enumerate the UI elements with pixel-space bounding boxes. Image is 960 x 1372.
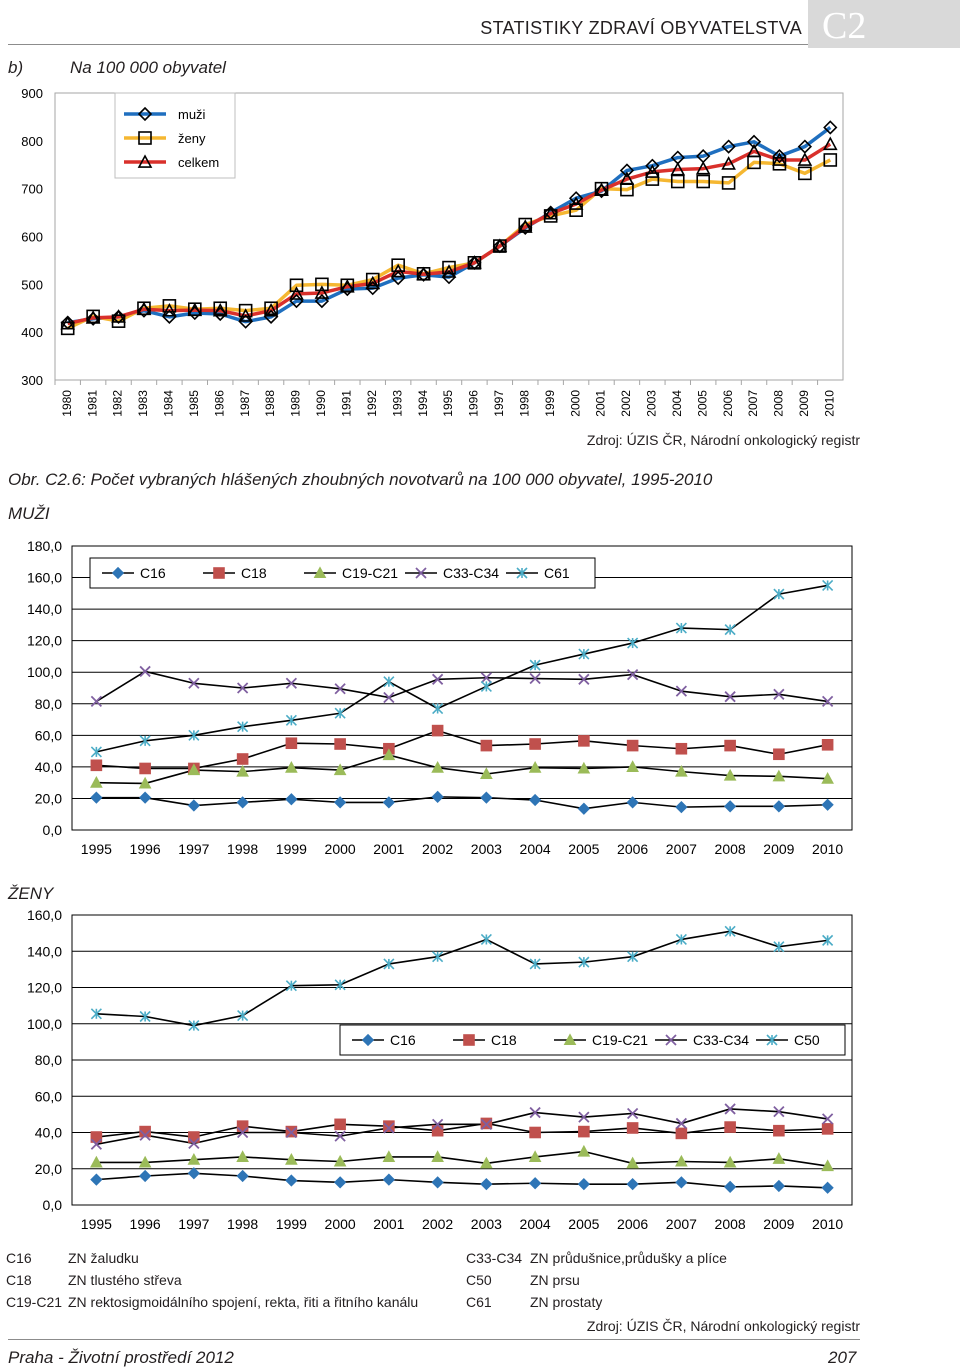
legend-label: C50 (794, 1032, 820, 1048)
x-tick-label: 2004 (519, 1216, 551, 1232)
x-tick-label: 2006 (617, 1216, 649, 1232)
series-line-C18 (96, 1123, 827, 1137)
data-point-C16 (238, 1171, 248, 1181)
x-tick-label: 1995 (80, 1216, 112, 1232)
series-line-C19-C21 (96, 755, 827, 783)
x-tick-label: 1998 (227, 841, 259, 857)
data-point-C18 (823, 740, 833, 750)
data-point-C16 (530, 795, 540, 805)
x-tick-label: 1995 (441, 390, 456, 417)
legend-label: C18 (241, 565, 267, 581)
x-tick-label: 2001 (373, 841, 405, 857)
x-tick-label: 1982 (110, 390, 125, 417)
x-tick-label: 1999 (275, 1216, 307, 1232)
data-point-C18 (823, 1124, 833, 1134)
x-tick-label: 1997 (178, 1216, 210, 1232)
footer-rule (8, 1339, 860, 1340)
header-rule (8, 44, 808, 45)
x-tick-label: 2009 (797, 390, 812, 417)
x-tick-label: 2006 (720, 390, 735, 417)
series-line-C61 (96, 585, 827, 751)
x-tick-label: 2003 (644, 390, 659, 417)
x-tick-label: 1995 (80, 841, 112, 857)
data-point-C16 (433, 1177, 443, 1187)
data-point-C16 (91, 1175, 101, 1185)
y-tick-label: 140,0 (26, 943, 62, 960)
data-point-C16 (384, 1175, 394, 1185)
legend-label: C19-C21 (592, 1032, 649, 1048)
page-number: 207 (828, 1348, 857, 1367)
series-line-C18 (96, 731, 827, 769)
x-tick-label: 1991 (339, 390, 354, 417)
chart-subtitle: Na 100 000 obyvatel (70, 58, 226, 77)
data-point-C16 (286, 794, 296, 804)
x-tick-label: 2007 (665, 841, 697, 857)
data-point-C16 (335, 1177, 345, 1187)
x-tick-label: 2005 (568, 1216, 600, 1232)
data-point-C61 (384, 677, 394, 687)
x-tick-label: 2008 (714, 1216, 746, 1232)
chart-per-100k-1980-2010 (0, 78, 960, 428)
y-tick-label: 180,0 (26, 538, 62, 554)
x-tick-label: 1999 (542, 390, 557, 417)
x-tick-label: 1998 (227, 1216, 259, 1232)
x-tick-label: 2007 (665, 1216, 697, 1232)
data-point-C16 (481, 1179, 491, 1189)
data-point-C18 (676, 744, 686, 754)
code-label: C61 (466, 1294, 492, 1310)
x-tick-label: 2000 (568, 390, 583, 417)
code-row (466, 1272, 896, 1294)
data-point-C18 (433, 726, 443, 736)
data-point-C16 (579, 1179, 589, 1189)
y-tick-label: 80,0 (34, 1052, 62, 1068)
legend-label: ženy (178, 131, 206, 146)
code-desc: ZN prsu (530, 1272, 580, 1288)
data-point-C61 (433, 704, 443, 714)
x-tick-label: 2002 (422, 1216, 454, 1232)
legend-label: C61 (544, 565, 570, 581)
x-tick-label: 1988 (263, 390, 278, 417)
code-row (466, 1250, 896, 1272)
y-tick-label: 0,0 (42, 1197, 62, 1213)
y-tick-label: 100,0 (26, 664, 62, 681)
x-tick-label: 2005 (695, 390, 710, 417)
legend-label: C33-C34 (693, 1032, 750, 1048)
y-tick-label: 600 (21, 229, 43, 245)
legend-label: C33-C34 (443, 565, 500, 581)
data-point-C16 (676, 802, 686, 812)
x-tick-label: 1994 (415, 390, 430, 417)
chart-women (0, 905, 960, 1245)
data-point-C16 (286, 1176, 296, 1186)
y-tick-label: 20,0 (34, 790, 62, 807)
y-tick-label: 100,0 (26, 1015, 62, 1032)
code-desc: ZN rektosigmoidálního spojení, rekta, řiti a řitního kanálu (68, 1294, 419, 1310)
x-tick-label: 2000 (324, 841, 356, 857)
data-point-C18 (238, 754, 248, 764)
data-point-C33-C34 (91, 696, 101, 706)
x-tick-label: 2008 (771, 390, 786, 417)
x-tick-label: 2004 (669, 390, 684, 417)
code-desc: ZN tlustého střeva (68, 1272, 182, 1288)
x-tick-label: 1984 (161, 390, 176, 417)
code-row (6, 1250, 466, 1272)
code-desc: ZN prostaty (530, 1294, 603, 1310)
series-line-C19-C21 (96, 1152, 827, 1167)
x-tick-label: 1997 (178, 841, 210, 857)
code-row (466, 1294, 896, 1316)
data-point-C16 (433, 792, 443, 802)
y-tick-label: 900 (21, 86, 43, 101)
data-point-C18 (579, 1127, 589, 1137)
x-tick-label: 1987 (237, 390, 252, 417)
x-tick-label: 1992 (364, 390, 379, 417)
data-point-celkem (824, 138, 836, 149)
source-bottom: Zdroj: ÚZIS ČR, Národní onkologický registr (586, 1318, 860, 1334)
data-point-C16 (823, 800, 833, 810)
section-men: MUŽI (8, 504, 50, 523)
x-tick-label: 2003 (470, 841, 502, 857)
x-tick-label: 2010 (822, 390, 837, 417)
data-point-C33-C34 (140, 666, 150, 676)
y-tick-label: 80,0 (34, 695, 62, 712)
x-tick-label: 1985 (186, 390, 201, 417)
code-label: C50 (466, 1272, 492, 1288)
header-code: C2 (822, 5, 867, 47)
y-tick-label: 120,0 (26, 979, 62, 996)
code-label: C18 (6, 1272, 32, 1288)
legend-marker (464, 1035, 474, 1045)
x-tick-label: 2001 (373, 1216, 405, 1232)
data-point-C16 (676, 1177, 686, 1187)
chart-letter: b) (8, 58, 24, 77)
x-tick-label: 2002 (619, 390, 634, 417)
codes-legend-left (6, 1250, 466, 1316)
data-point-C18 (725, 741, 735, 751)
data-point-C18 (530, 739, 540, 749)
data-point-C16 (628, 1179, 638, 1189)
data-point-C16 (774, 1181, 784, 1191)
x-tick-label: 1996 (129, 841, 161, 857)
x-tick-label: 2004 (519, 841, 551, 857)
data-point-C18 (774, 749, 784, 759)
data-point-C16 (725, 801, 735, 811)
x-tick-label: 1996 (129, 1216, 161, 1232)
y-tick-label: 700 (21, 181, 43, 197)
code-desc: ZN průdušnice,průdušky a plíce (530, 1250, 727, 1266)
data-point-C18 (628, 1123, 638, 1133)
chart-men (0, 530, 960, 875)
data-point-C18 (481, 741, 491, 751)
x-tick-label: 2002 (422, 841, 454, 857)
legend-label: C19-C21 (342, 565, 399, 581)
x-tick-label: 2009 (763, 841, 795, 857)
x-tick-label: 2003 (470, 1216, 502, 1232)
data-point-C18 (91, 760, 101, 770)
code-row (6, 1294, 466, 1316)
legend-label: C16 (390, 1032, 416, 1048)
x-tick-label: 1993 (390, 390, 405, 417)
x-tick-label: 2009 (763, 1216, 795, 1232)
data-point-C16 (91, 793, 101, 803)
code-label: C19-C21 (6, 1294, 63, 1310)
data-point-C16 (725, 1182, 735, 1192)
data-point-C16 (189, 801, 199, 811)
legend-label: C16 (140, 565, 166, 581)
data-point-C16 (140, 1171, 150, 1181)
y-tick-label: 160,0 (26, 907, 62, 923)
x-tick-label: 2008 (714, 841, 746, 857)
y-tick-label: 40,0 (34, 1124, 62, 1141)
data-point-C18 (335, 739, 345, 749)
series-line-C50 (96, 931, 827, 1025)
legend-label: celkem (178, 155, 220, 170)
x-tick-label: 2000 (324, 1216, 356, 1232)
x-tick-label: 1990 (314, 390, 329, 417)
section-women: ŽENY (8, 884, 54, 903)
legend-marker (214, 568, 224, 578)
data-point-C16 (530, 1178, 540, 1188)
y-tick-label: 0,0 (42, 822, 62, 838)
x-tick-label: 1999 (275, 841, 307, 857)
x-tick-label: 1998 (517, 390, 532, 417)
series-line-ženy (68, 160, 831, 328)
code-label: C16 (6, 1250, 32, 1266)
data-point-C16 (579, 804, 589, 814)
data-point-C18 (725, 1122, 735, 1132)
x-tick-label: 2001 (593, 390, 608, 417)
data-point-C18 (628, 741, 638, 751)
y-tick-label: 300 (21, 373, 43, 388)
legend-label: muži (178, 107, 206, 122)
data-point-C18 (140, 763, 150, 773)
footer-left: Praha - Životní prostředí 2012 (8, 1348, 234, 1367)
data-point-C18 (774, 1126, 784, 1136)
legend-label: C18 (491, 1032, 517, 1048)
y-tick-label: 60,0 (34, 727, 62, 744)
data-point-C16 (481, 793, 491, 803)
data-point-C18 (286, 738, 296, 748)
data-point-C18 (335, 1119, 345, 1129)
x-tick-label: 2006 (617, 841, 649, 857)
y-tick-label: 800 (21, 133, 43, 149)
y-tick-label: 20,0 (34, 1160, 62, 1177)
source-top: Zdroj: ÚZIS ČR, Národní onkologický registr (586, 432, 860, 448)
data-point-C61 (481, 681, 491, 691)
series-line-C16 (96, 1173, 827, 1188)
x-tick-label: 2007 (746, 390, 761, 417)
y-tick-label: 40,0 (34, 758, 62, 775)
x-tick-label: 1983 (136, 390, 151, 417)
y-tick-label: 140,0 (26, 601, 62, 618)
data-point-C16 (189, 1168, 199, 1178)
code-row (6, 1272, 466, 1294)
data-point-C18 (530, 1128, 540, 1138)
x-tick-label: 1981 (85, 390, 100, 417)
data-point-C18 (579, 736, 589, 746)
y-tick-label: 400 (21, 325, 43, 341)
y-tick-label: 160,0 (26, 569, 62, 586)
x-tick-label: 1996 (466, 390, 481, 417)
data-point-C16 (774, 801, 784, 811)
x-tick-label: 2010 (812, 841, 844, 857)
x-tick-label: 1986 (212, 390, 227, 417)
header-title: STATISTIKY ZDRAVÍ OBYVATELSTVA (480, 18, 802, 38)
figure-caption: Obr. C2.6: Počet vybraných hlášených zhoubných novotvarů na 100 000 obyvatel, 1995-2010 (8, 470, 713, 489)
x-tick-label: 1989 (288, 390, 303, 417)
data-point-C16 (140, 793, 150, 803)
data-point-C50 (481, 934, 491, 944)
y-tick-label: 120,0 (26, 632, 62, 649)
codes-legend-right (466, 1250, 896, 1316)
code-label: C33-C34 (466, 1250, 523, 1266)
x-tick-label: 1980 (59, 390, 74, 417)
y-tick-label: 500 (21, 277, 43, 293)
data-point-C18 (384, 1121, 394, 1131)
x-tick-label: 1997 (492, 390, 507, 417)
x-tick-label: 2005 (568, 841, 600, 857)
x-tick-label: 2010 (812, 1216, 844, 1232)
data-point-C16 (823, 1183, 833, 1193)
code-desc: ZN žaludku (68, 1250, 139, 1266)
data-point-C18 (676, 1128, 686, 1138)
y-tick-label: 60,0 (34, 1088, 62, 1105)
